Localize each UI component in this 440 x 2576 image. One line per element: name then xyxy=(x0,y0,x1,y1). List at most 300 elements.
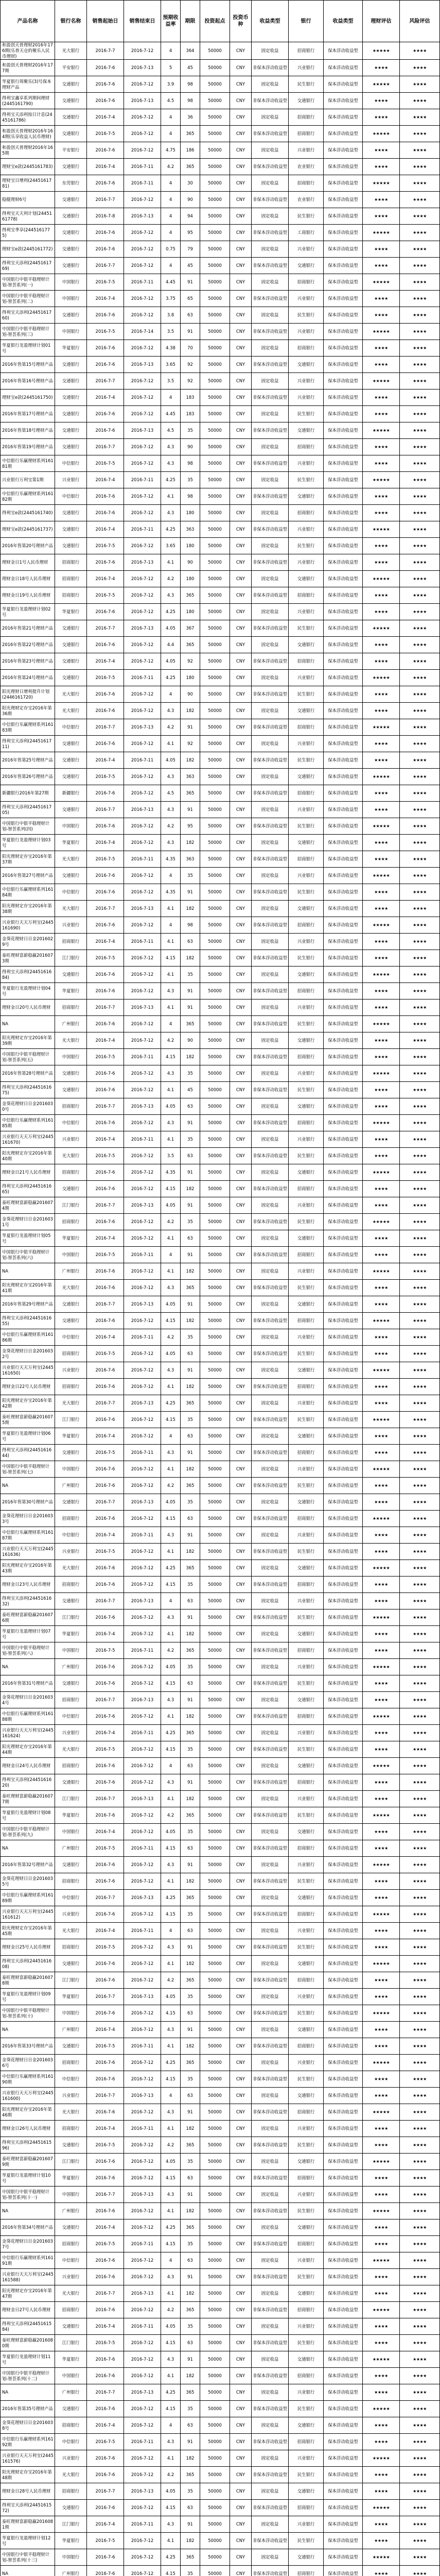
table-row xyxy=(1,1428,440,1445)
cell-currency: CNY xyxy=(230,2203,252,2219)
cell-term: 98 xyxy=(181,917,200,934)
cell-yield-type: 固定收益 xyxy=(252,142,289,159)
cell-sale-start: 2016-7-6 xyxy=(87,1857,124,1873)
cell-sale-end: 2016-7-12 xyxy=(124,1065,161,1082)
cell-sale-end: 2016-7-11 xyxy=(124,1247,161,1263)
cell-yield-type: 固定收益 xyxy=(252,1362,289,1379)
cell-yield-type: 非保本浮动收益型 xyxy=(252,159,289,175)
cell-currency: CNY xyxy=(230,2566,252,2576)
cell-term: 91 xyxy=(181,1296,200,1313)
cell-bank: 交通银行 xyxy=(289,422,324,439)
cell-expected-yield: 4.3 xyxy=(161,1115,181,1131)
cell-income-type: 保本浮动收益型 xyxy=(324,1313,363,1329)
cell-sale-start: 2016-7-7 xyxy=(87,620,124,637)
cell-yield-type: 固定收益 xyxy=(252,604,289,620)
cell-expected-yield: 4 xyxy=(161,868,181,884)
table-row xyxy=(1,2187,440,2203)
cell-product-name: 华夏银行龙盈理财计划11号 xyxy=(1,2351,55,2368)
cell-expected-yield: 4.15 xyxy=(161,2071,181,2088)
cell-sale-end: 2016-7-12 xyxy=(124,373,161,389)
cell-product-name: 中国银行中银平稳理财计划-智荟系列(九) xyxy=(1,1824,55,1840)
cell-risk-rating: ★★★★ xyxy=(400,1577,440,1593)
cell-expected-yield: 4.2 xyxy=(161,1478,181,1494)
cell-expected-yield: 3.65 xyxy=(161,357,181,373)
cell-risk-rating: ★★★★ xyxy=(400,225,440,241)
cell-currency: CNY xyxy=(230,291,252,307)
cell-sale-end: 2016-7-12 xyxy=(124,1659,161,1675)
cell-sale-start: 2016-7-6 xyxy=(87,241,124,258)
cell-min-investment: 50000 xyxy=(200,1642,230,1659)
cell-bank: 招商银行 xyxy=(289,1181,324,1197)
cell-bank-name: 招商银行 xyxy=(55,1511,87,1527)
cell-term: 36 xyxy=(181,109,200,126)
cell-bank-name: 中信银行 xyxy=(55,1708,87,1725)
cell-currency: CNY xyxy=(230,2121,252,2137)
cell-sale-start: 2016-7-6 xyxy=(87,2500,124,2516)
cell-sale-start: 2016-7-4 xyxy=(87,1131,124,1148)
cell-sale-end: 2016-7-12 xyxy=(124,1313,161,1329)
cell-rating: ★★★★★ xyxy=(363,1214,400,1230)
cell-bank: 交通银行 xyxy=(289,2285,324,2302)
cell-yield-type: 非保本浮动收益型 xyxy=(252,2566,289,2576)
cell-sale-end: 2016-7-12 xyxy=(124,703,161,719)
cell-income-type: 保本浮动收益型 xyxy=(324,1032,363,1049)
cell-income-type: 保本浮动收益型 xyxy=(324,1609,363,1626)
cell-expected-yield: 4.1 xyxy=(161,934,181,950)
cell-risk-rating: ★★★★ xyxy=(400,2022,440,2038)
cell-bank: 招商银行 xyxy=(289,2434,324,2450)
cell-sale-end: 2016-7-12 xyxy=(124,1741,161,1758)
cell-rating: ★★★★ xyxy=(363,159,400,175)
cell-bank-name: 光大银行 xyxy=(55,901,87,917)
cell-sale-start: 2016-7-6 xyxy=(87,2467,124,2483)
cell-sale-end: 2016-7-12 xyxy=(124,1164,161,1181)
cell-sale-end: 2016-7-11 xyxy=(124,2318,161,2335)
cell-bank: 招商银行 xyxy=(289,1049,324,1065)
table-row xyxy=(1,2236,440,2252)
cell-currency: CNY xyxy=(230,1857,252,1873)
table-row xyxy=(1,357,440,373)
cell-currency: CNY xyxy=(230,1197,252,1214)
cell-currency: CNY xyxy=(230,637,252,653)
cell-product-name: 理财金日25号人民币理财 xyxy=(1,1939,55,1956)
cell-currency: CNY xyxy=(230,406,252,422)
cell-risk-rating: ★★★★ xyxy=(400,2467,440,2483)
cell-rating: ★★★★★ xyxy=(363,126,400,142)
cell-term: 365 xyxy=(181,159,200,175)
cell-income-type: 保本浮动收益型 xyxy=(324,2203,363,2219)
cell-expected-yield: 4.1 xyxy=(161,2038,181,2055)
cell-rating: ★★★★ xyxy=(363,1395,400,1412)
cell-product-name: 得利宝天添利(2445161655) xyxy=(1,1313,55,1329)
cell-risk-rating: ★★★★ xyxy=(400,159,440,175)
cell-risk-rating: ★★★★ xyxy=(400,901,440,917)
cell-bank: 兴业银行 xyxy=(289,1593,324,1609)
cell-income-type: 保本浮动收益型 xyxy=(324,422,363,439)
cell-currency: CNY xyxy=(230,1807,252,1824)
table-row xyxy=(1,1642,440,1659)
cell-min-investment: 50000 xyxy=(200,1197,230,1214)
cell-term: 35 xyxy=(181,1065,200,1082)
cell-expected-yield: 4.1 xyxy=(161,1461,181,1478)
cell-currency: CNY xyxy=(230,2483,252,2500)
cell-currency: CNY xyxy=(230,1544,252,1560)
cell-bank-name: 华夏银行 xyxy=(55,1626,87,1642)
cell-expected-yield: 4.2 xyxy=(161,1642,181,1659)
table-row xyxy=(1,505,440,521)
cell-bank-name: 光大银行 xyxy=(55,851,87,868)
cell-min-investment: 50000 xyxy=(200,2038,230,2055)
cell-product-name: 和盈创天普理财2016年177期 xyxy=(1,60,55,76)
cell-rating: ★★★★★ xyxy=(363,2500,400,2516)
cell-expected-yield: 3.9 xyxy=(161,76,181,93)
cell-income-type: 保本浮动收益型 xyxy=(324,1758,363,1774)
cell-currency: CNY xyxy=(230,1115,252,1131)
cell-currency: CNY xyxy=(230,2187,252,2203)
cell-min-investment: 50000 xyxy=(200,2055,230,2071)
cell-bank-name: 华夏银行 xyxy=(55,2533,87,2549)
cell-bank: 招商银行 xyxy=(289,1906,324,1923)
table-row xyxy=(1,1725,440,1741)
table-row xyxy=(1,1313,440,1329)
table-row xyxy=(1,2252,440,2269)
cell-rating: ★★★★★ xyxy=(363,571,400,587)
cell-product-name: 得利宝天添利(2445161760) xyxy=(1,307,55,324)
table-row xyxy=(1,76,440,93)
cell-rating: ★★★★★ xyxy=(363,2104,400,2121)
cell-min-investment: 50000 xyxy=(200,1939,230,1956)
cell-min-investment: 50000 xyxy=(200,1445,230,1461)
cell-sale-end: 2016-7-13 xyxy=(124,1593,161,1609)
cell-term: 182 xyxy=(181,901,200,917)
cell-min-investment: 50000 xyxy=(200,1609,230,1626)
cell-currency: CNY xyxy=(230,1181,252,1197)
cell-expected-yield: 4.25 xyxy=(161,1890,181,1906)
cell-term: 182 xyxy=(181,1873,200,1890)
cell-bank: 兴业银行 xyxy=(289,1527,324,1544)
cell-product-name: 华夏银行周聚乐(3)号保本理财产品 xyxy=(1,76,55,93)
cell-term: 91 xyxy=(181,1115,200,1131)
cell-bank-name: 交通银行 xyxy=(55,868,87,884)
cell-sale-end: 2016-7-11 xyxy=(124,521,161,538)
cell-income-type: 保本浮动收益型 xyxy=(324,2104,363,2121)
cell-rating: ★★★★ xyxy=(363,2088,400,2104)
cell-min-investment: 50000 xyxy=(200,2088,230,2104)
cell-bank: 兴业银行 xyxy=(289,1329,324,1346)
cell-expected-yield: 4 xyxy=(161,686,181,703)
cell-currency: CNY xyxy=(230,1577,252,1593)
cell-bank: 民生银行 xyxy=(289,1675,324,1692)
cell-sale-end: 2016-7-12 xyxy=(124,1956,161,1972)
cell-yield-type: 非保本浮动收益型 xyxy=(252,2401,289,2417)
cell-yield-type: 非保本浮动收益型 xyxy=(252,2368,289,2384)
cell-sale-start: 2016-7-6 xyxy=(87,60,124,76)
cell-rating: ★★★★★ xyxy=(363,2401,400,2417)
cell-sale-end: 2016-7-12 xyxy=(124,2566,161,2576)
cell-expected-yield: 4.3 xyxy=(161,835,181,851)
cell-sale-end: 2016-7-12 xyxy=(124,1230,161,1247)
cell-bank-name: 交通银行 xyxy=(55,192,87,208)
cell-product-name: 中信银行乐赢理财系列16187期 xyxy=(1,1527,55,1544)
cell-currency: CNY xyxy=(230,422,252,439)
table-row xyxy=(1,1131,440,1148)
table-row xyxy=(1,2368,440,2384)
cell-bank: 交通银行 xyxy=(289,357,324,373)
cell-sale-start: 2016-7-4 xyxy=(87,752,124,769)
cell-bank: 民生银行 xyxy=(289,2203,324,2219)
cell-rating: ★★★★ xyxy=(363,2566,400,2576)
cell-term: 91 xyxy=(181,1247,200,1263)
cell-expected-yield: 4.3 xyxy=(161,1280,181,1296)
cell-risk-rating: ★★★★ xyxy=(400,126,440,142)
cell-term: 180 xyxy=(181,670,200,686)
cell-term: 91 xyxy=(181,324,200,340)
cell-rating: ★★★★★ xyxy=(363,967,400,983)
cell-expected-yield: 4 xyxy=(161,2417,181,2434)
cell-bank: 兴业银行 xyxy=(289,934,324,950)
cell-expected-yield: 4.5 xyxy=(161,93,181,109)
cell-sale-start: 2016-7-5 xyxy=(87,1148,124,1164)
cell-risk-rating: ★★★★ xyxy=(400,439,440,455)
cell-expected-yield: 4.1 xyxy=(161,999,181,1016)
cell-yield-type: 固定收益 xyxy=(252,670,289,686)
cell-rating: ★★★★ xyxy=(363,2285,400,2302)
cell-sale-start: 2016-7-7 xyxy=(87,901,124,917)
cell-expected-yield: 4 xyxy=(161,126,181,142)
cell-rating: ★★★★★ xyxy=(363,1857,400,1873)
cell-rating: ★★★★ xyxy=(363,1280,400,1296)
cell-rating: ★★★★ xyxy=(363,192,400,208)
cell-yield-type: 非保本浮动收益型 xyxy=(252,1082,289,1098)
cell-term: 363 xyxy=(181,851,200,868)
cell-min-investment: 50000 xyxy=(200,1379,230,1395)
cell-sale-end: 2016-7-12 xyxy=(124,686,161,703)
cell-bank: 兴业银行 xyxy=(289,2516,324,2533)
cell-sale-end: 2016-7-13 xyxy=(124,2483,161,2500)
cell-product-name: 得利宝鑫享系列期间理财(2445161790) xyxy=(1,93,55,109)
cell-income-type: 保本浮动收益型 xyxy=(324,175,363,192)
cell-product-name: 2016年售第30号理财产品 xyxy=(1,1494,55,1511)
cell-risk-rating: ★★★★ xyxy=(400,192,440,208)
cell-bank-name: 华夏银行 xyxy=(55,2351,87,2368)
cell-risk-rating: ★★★★ xyxy=(400,999,440,1016)
cell-bank: 民生银行 xyxy=(289,818,324,835)
cell-term: 91 xyxy=(181,2187,200,2203)
cell-income-type: 保本浮动收益型 xyxy=(324,1840,363,1857)
cell-product-name: 中国银行中银平稳理财计划-智荟系列(十三) xyxy=(1,2549,55,2566)
cell-product-name: NA xyxy=(1,2203,55,2219)
cell-sale-end: 2016-7-12 xyxy=(124,2467,161,2483)
table-row xyxy=(1,2219,440,2236)
cell-sale-end: 2016-7-12 xyxy=(124,2203,161,2219)
cell-expected-yield: 4.1 xyxy=(161,2450,181,2467)
table-row xyxy=(1,1478,440,1494)
cell-sale-start: 2016-7-5 xyxy=(87,2038,124,2055)
cell-risk-rating: ★★★★ xyxy=(400,1197,440,1214)
cell-income-type: 保本浮动收益型 xyxy=(324,1824,363,1840)
cell-bank-name: 交通银行 xyxy=(55,2318,87,2335)
cell-min-investment: 50000 xyxy=(200,1098,230,1115)
cell-risk-rating: ★★★★ xyxy=(400,620,440,637)
cell-currency: CNY xyxy=(230,2533,252,2549)
cell-term: 35 xyxy=(181,1329,200,1346)
cell-bank-name: 平安银行 xyxy=(55,60,87,76)
cell-rating: ★★★★★ xyxy=(363,769,400,785)
cell-bank-name: 江门银行 xyxy=(55,2154,87,2170)
cell-rating: ★★★★ xyxy=(363,851,400,868)
cell-expected-yield: 4 xyxy=(161,1428,181,1445)
cell-term: 91 xyxy=(181,2434,200,2450)
cell-min-investment: 50000 xyxy=(200,769,230,785)
cell-min-investment: 50000 xyxy=(200,175,230,192)
cell-sale-end: 2016-7-12 xyxy=(124,884,161,901)
cell-product-name: NA xyxy=(1,1016,55,1032)
cell-term: 91 xyxy=(181,983,200,999)
cell-income-type: 保本浮动收益型 xyxy=(324,142,363,159)
cell-bank-name: 中信银行 xyxy=(55,884,87,901)
cell-yield-type: 非保本浮动收益型 xyxy=(252,785,289,802)
cell-yield-type: 非保本浮动收益型 xyxy=(252,686,289,703)
cell-rating: ★★★★★ xyxy=(363,1956,400,1972)
cell-min-investment: 50000 xyxy=(200,1461,230,1478)
header-currency: 投资币种 xyxy=(230,1,252,42)
cell-rating: ★★★★ xyxy=(363,785,400,802)
cell-sale-start: 2016-7-6 xyxy=(87,818,124,835)
cell-bank: 交通银行 xyxy=(289,1758,324,1774)
cell-yield-type: 固定收益 xyxy=(252,2088,289,2104)
cell-sale-end: 2016-7-13 xyxy=(124,1197,161,1214)
cell-product-name: 兴业银行天天万利宝(2445161624) xyxy=(1,1725,55,1741)
cell-yield-type: 非保本浮动收益型 xyxy=(252,1972,289,1989)
cell-bank-name: 中国银行 xyxy=(55,2549,87,2566)
cell-sale-start: 2016-7-4 xyxy=(87,521,124,538)
cell-currency: CNY xyxy=(230,1692,252,1708)
cell-product-name: 理财金日19号人民币理财 xyxy=(1,587,55,604)
cell-sale-start: 2016-7-5 xyxy=(87,2236,124,2252)
cell-product-name: 理财金日24号人民币理财 xyxy=(1,1758,55,1774)
cell-bank: 交通银行 xyxy=(289,835,324,851)
cell-sale-start: 2016-7-6 xyxy=(87,2302,124,2318)
cell-term: 91 xyxy=(181,1197,200,1214)
cell-expected-yield: 4 xyxy=(161,1758,181,1774)
cell-rating: ★★★★ xyxy=(363,208,400,225)
cell-bank-name: 中国银行 xyxy=(55,2005,87,2022)
cell-expected-yield: 4.3 xyxy=(161,1857,181,1873)
cell-sale-end: 2016-7-12 xyxy=(124,2549,161,2566)
cell-rating: ★★★★ xyxy=(363,1379,400,1395)
cell-currency: CNY xyxy=(230,159,252,175)
cell-sale-end: 2016-7-13 xyxy=(124,1098,161,1115)
cell-income-type: 保本浮动收益型 xyxy=(324,1560,363,1577)
cell-rating: ★★★★ xyxy=(363,2417,400,2434)
cell-bank-name: 交通银行 xyxy=(55,2500,87,2516)
table-row xyxy=(1,2121,440,2137)
cell-rating: ★★★★ xyxy=(363,1131,400,1148)
cell-yield-type: 固定收益 xyxy=(252,76,289,93)
header-bank: 银行 xyxy=(289,1,324,42)
cell-yield-type: 非保本浮动收益型 xyxy=(252,60,289,76)
cell-min-investment: 50000 xyxy=(200,1247,230,1263)
cell-risk-rating: ★★★★ xyxy=(400,2285,440,2302)
cell-sale-start: 2016-7-5 xyxy=(87,324,124,340)
cell-min-investment: 50000 xyxy=(200,357,230,373)
cell-risk-rating: ★★★★ xyxy=(400,2088,440,2104)
cell-income-type: 保本浮动收益型 xyxy=(324,225,363,241)
cell-sale-end: 2016-7-13 xyxy=(124,1296,161,1313)
table-row xyxy=(1,835,440,851)
cell-bank-name: 兴业银行 xyxy=(55,1544,87,1560)
cell-yield-type: 固定收益 xyxy=(252,934,289,950)
cell-sale-start: 2016-7-5 xyxy=(87,1840,124,1857)
cell-min-investment: 50000 xyxy=(200,1494,230,1511)
cell-currency: CNY xyxy=(230,126,252,142)
cell-yield-type: 非保本浮动收益型 xyxy=(252,2071,289,2088)
table-row xyxy=(1,2170,440,2187)
cell-min-investment: 50000 xyxy=(200,2121,230,2137)
cell-bank: 招商银行 xyxy=(289,2104,324,2121)
cell-min-investment: 50000 xyxy=(200,1774,230,1791)
cell-expected-yield: 4 xyxy=(161,1923,181,1939)
cell-min-investment: 50000 xyxy=(200,620,230,637)
cell-rating: ★★★★ xyxy=(363,1692,400,1708)
cell-rating: ★★★★★ xyxy=(363,2154,400,2170)
cell-sale-start: 2016-7-4 xyxy=(87,653,124,670)
cell-yield-type: 固定收益 xyxy=(252,307,289,324)
cell-currency: CNY xyxy=(230,1280,252,1296)
cell-yield-type: 固定收益 xyxy=(252,175,289,192)
cell-term: 182 xyxy=(181,2285,200,2302)
table-row xyxy=(1,752,440,769)
cell-product-name: 理财宝e款(2445161783) xyxy=(1,159,55,175)
cell-min-investment: 50000 xyxy=(200,126,230,142)
cell-bank-name: 招商银行 xyxy=(55,571,87,587)
cell-bank-name: 光大银行 xyxy=(55,703,87,719)
cell-min-investment: 50000 xyxy=(200,2236,230,2252)
cell-income-type: 保本浮动收益型 xyxy=(324,950,363,967)
cell-bank-name: 中国银行 xyxy=(55,2187,87,2203)
cell-min-investment: 50000 xyxy=(200,1989,230,2005)
cell-bank: 交通银行 xyxy=(289,1824,324,1840)
cell-bank: 交通银行 xyxy=(289,967,324,983)
cell-currency: CNY xyxy=(230,1494,252,1511)
cell-currency: CNY xyxy=(230,1527,252,1544)
cell-yield-type: 固定收益 xyxy=(252,1758,289,1774)
cell-bank: 招商银行 xyxy=(289,917,324,934)
cell-rating: ★★★★★ xyxy=(363,719,400,736)
cell-sale-end: 2016-7-12 xyxy=(124,587,161,604)
cell-sale-start: 2016-7-6 xyxy=(87,1181,124,1197)
cell-term: 98 xyxy=(181,488,200,505)
table-row xyxy=(1,587,440,604)
cell-expected-yield: 4.2 xyxy=(161,818,181,835)
cell-bank-name: 光大银行 xyxy=(55,1395,87,1412)
cell-bank: 农业银行 xyxy=(289,192,324,208)
cell-product-name: 兴业银行万利宝第1期 xyxy=(1,472,55,488)
cell-product-name: 中信银行乐赢理财系列16185期 xyxy=(1,1115,55,1131)
cell-product-name: 金葵花理财日日金2016034号 xyxy=(1,1692,55,1708)
cell-rating: ★★★★★ xyxy=(363,1906,400,1923)
cell-bank-name: 交通银行 xyxy=(55,505,87,521)
cell-expected-yield: 4 xyxy=(161,192,181,208)
cell-product-name: 华夏银行龙盈理财计划12号 xyxy=(1,2533,55,2549)
cell-yield-type: 固定收益 xyxy=(252,505,289,521)
cell-bank-name: 中信银行 xyxy=(55,1329,87,1346)
cell-income-type: 保本浮动收益型 xyxy=(324,1461,363,1478)
table-row xyxy=(1,2483,440,2500)
cell-bank: 兴业银行 xyxy=(289,324,324,340)
cell-income-type: 保本浮动收益型 xyxy=(324,999,363,1016)
cell-bank-name: 交通银行 xyxy=(55,159,87,175)
